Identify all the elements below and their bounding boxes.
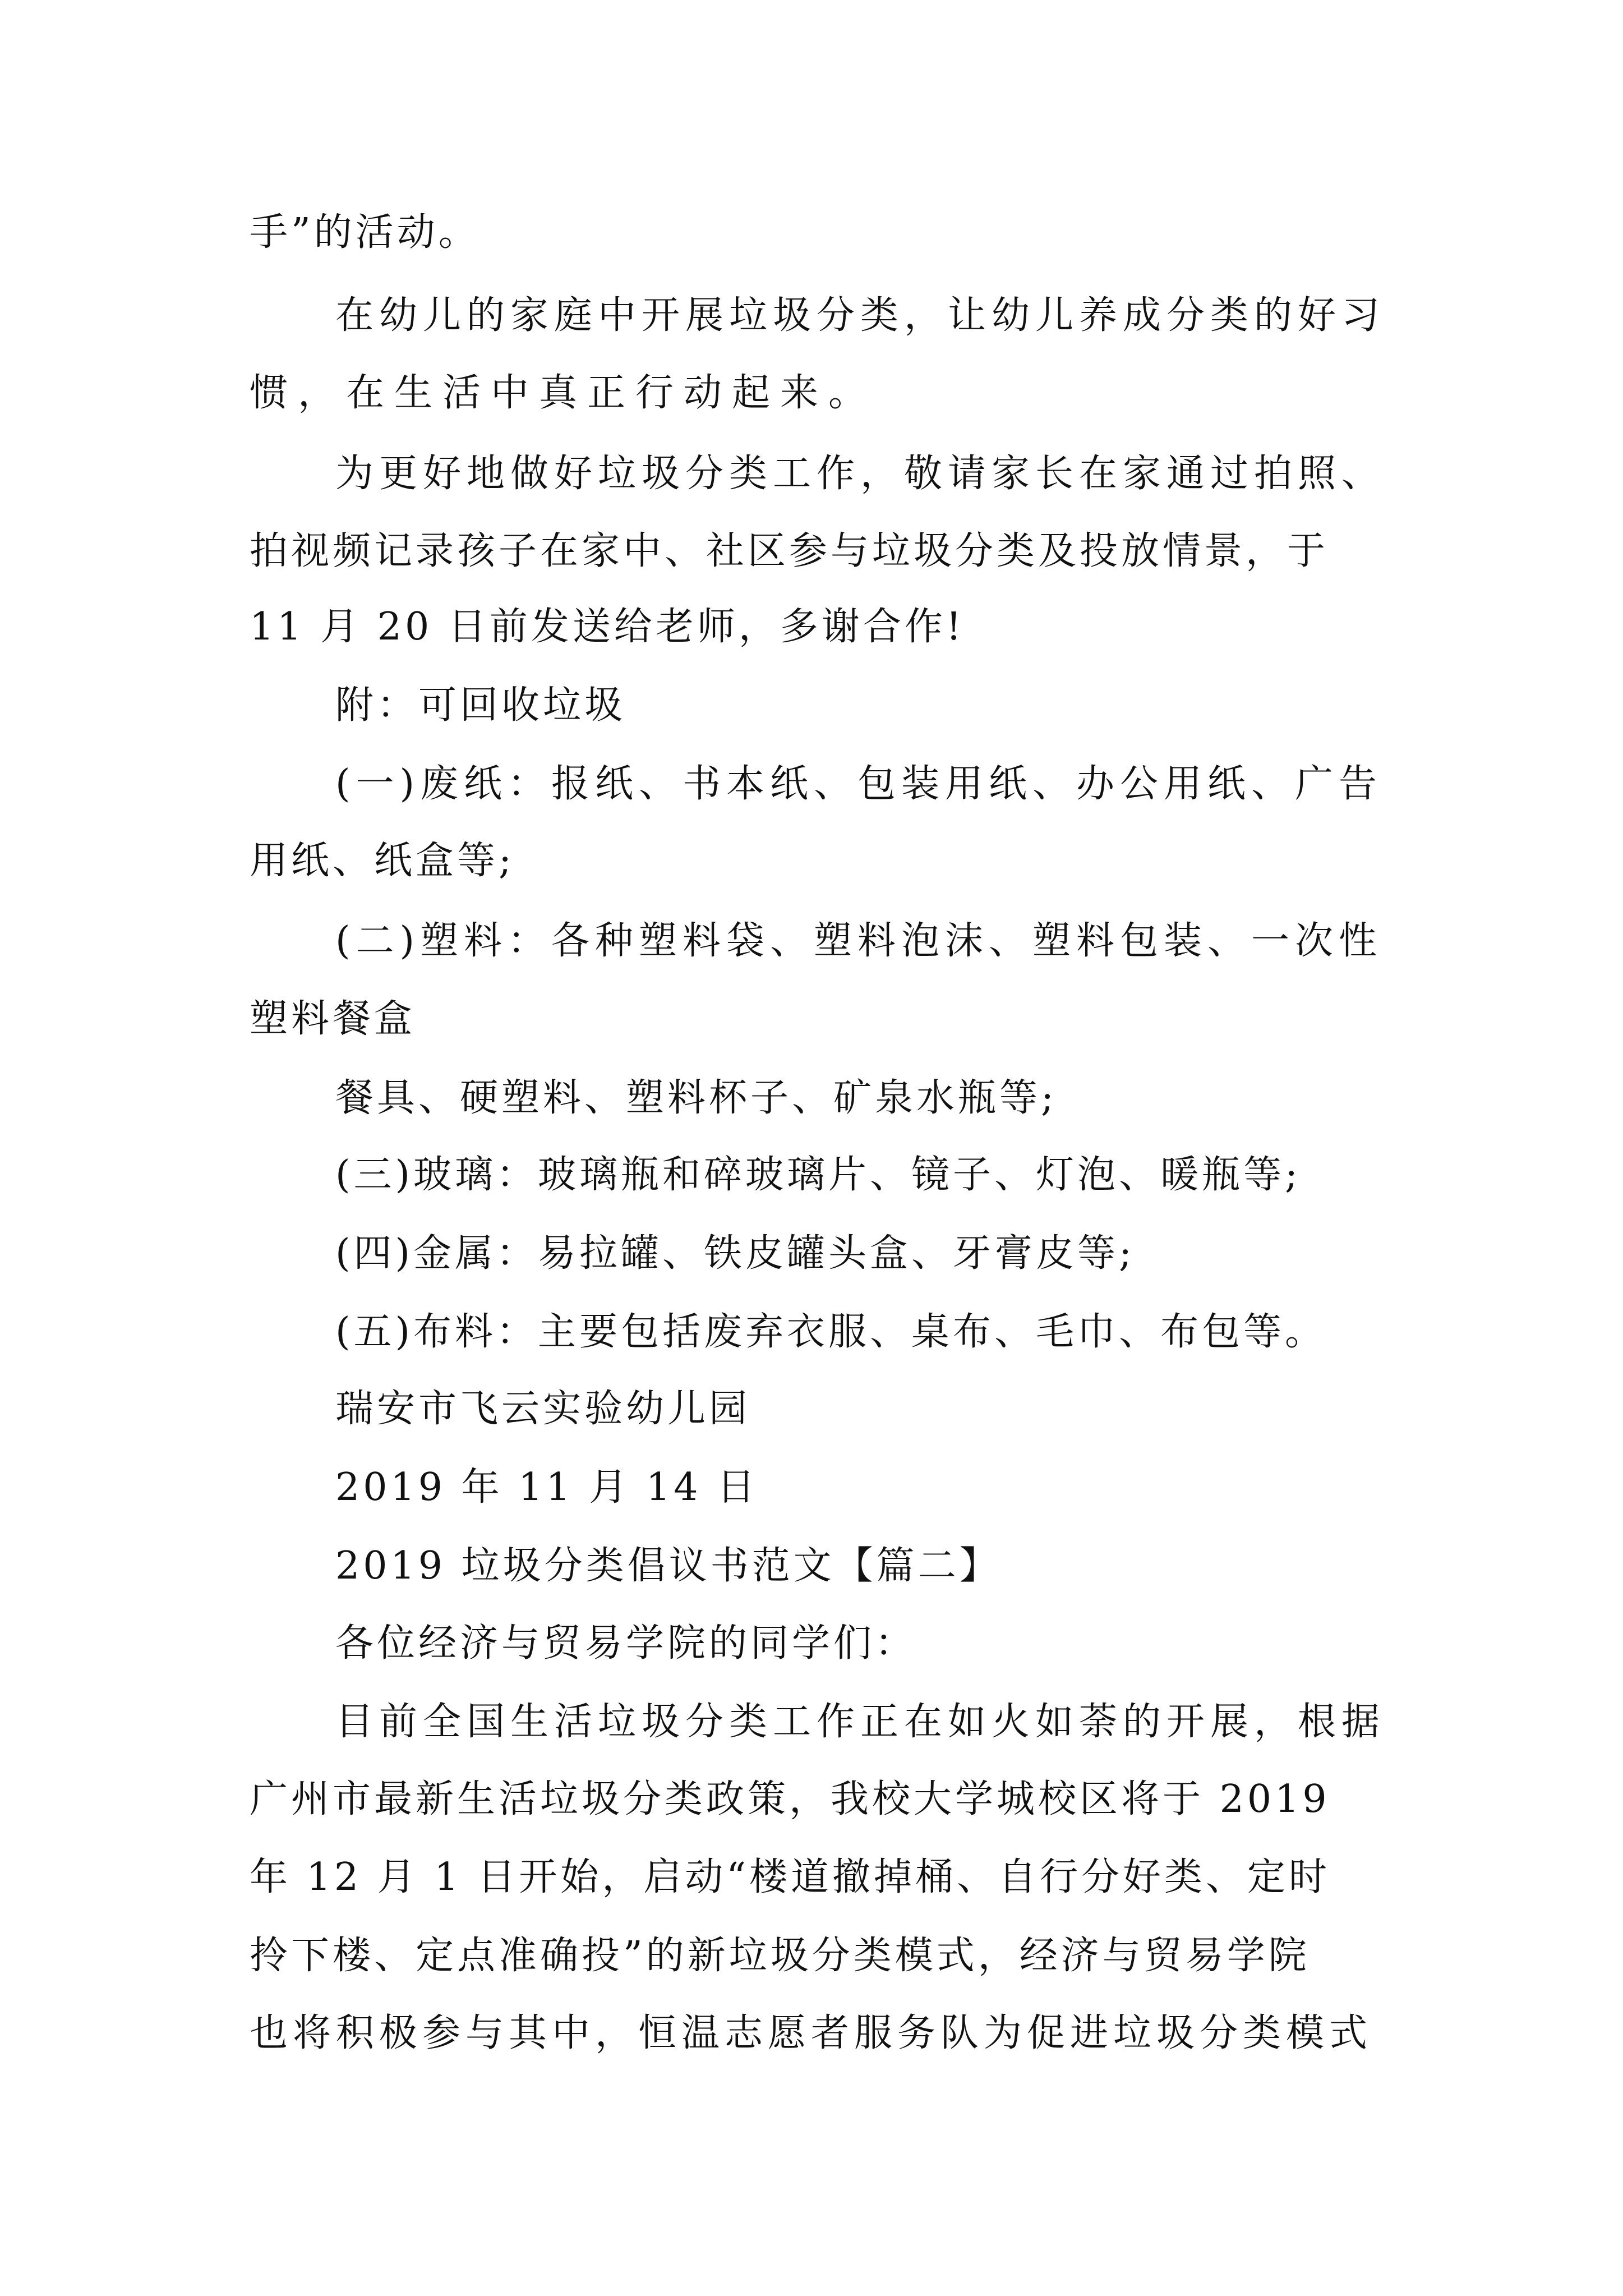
- text-line: 附：可回收垃圾: [335, 683, 626, 728]
- text-line: (四)金属：易拉罐、铁皮罐头盒、牙膏皮等;: [335, 1231, 1135, 1276]
- text-line: 为更好地做好垃圾分类工作，敬请家长在家通过拍照、: [335, 452, 1386, 496]
- text-line: 2019 垃圾分类倡议书范文【篇二】: [335, 1544, 1001, 1588]
- text-line: 2019 年 11 月 14 日: [335, 1465, 759, 1510]
- text-line: (一)废纸：报纸、书本纸、包装用纸、办公用纸、广告: [335, 762, 1383, 806]
- text-line: 也将积极参与其中，恒温志愿者服务队为促进垃圾分类模式: [250, 2011, 1373, 2055]
- text-line: 手”的活动。: [250, 210, 480, 255]
- text-line: 在幼儿的家庭中开展垃圾分类，让幼儿养成分类的好习: [335, 293, 1386, 338]
- text-line: (五)布料：主要包括废弃衣服、桌布、毛巾、布包等。: [335, 1310, 1327, 1354]
- text-line: (三)玻璃：玻璃瓶和碎玻璃片、镜子、灯泡、暖瓶等;: [335, 1153, 1301, 1197]
- text-line: 餐具、硬塑料、塑料杯子、矿泉水瓶等;: [335, 1076, 1057, 1120]
- text-line: 11 月 20 日前发送给老师，多谢合作!: [250, 605, 965, 649]
- text-line: 年 12 月 1 日开始，启动“楼道撤掉桶、自行分好类、定时: [250, 1855, 1331, 1899]
- text-line: 目前全国生活垃圾分类工作正在如火如荼的开展，根据: [335, 1700, 1386, 1744]
- text-line: 拍视频记录孩子在家中、社区参与垃圾分类及投放情景，于: [250, 529, 1329, 573]
- text-line: 惯，在生活中真正行动起来。: [250, 371, 877, 415]
- text-line: 塑料餐盒: [250, 997, 416, 1041]
- text-line: 拎下楼、定点准确投”的新垃圾分类模式，经济与贸易学院: [250, 1934, 1310, 1978]
- text-line: 各位经济与贸易学院的同学们：: [335, 1621, 917, 1665]
- text-line: 瑞安市飞云实验幼儿园: [335, 1387, 751, 1431]
- text-line: (二)塑料：各种塑料袋、塑料泡沫、塑料包装、一次性: [335, 919, 1383, 963]
- text-line: 用纸、纸盒等;: [250, 839, 515, 883]
- text-line: 广州市最新生活垃圾分类政策，我校大学城校区将于 2019: [250, 1777, 1330, 1821]
